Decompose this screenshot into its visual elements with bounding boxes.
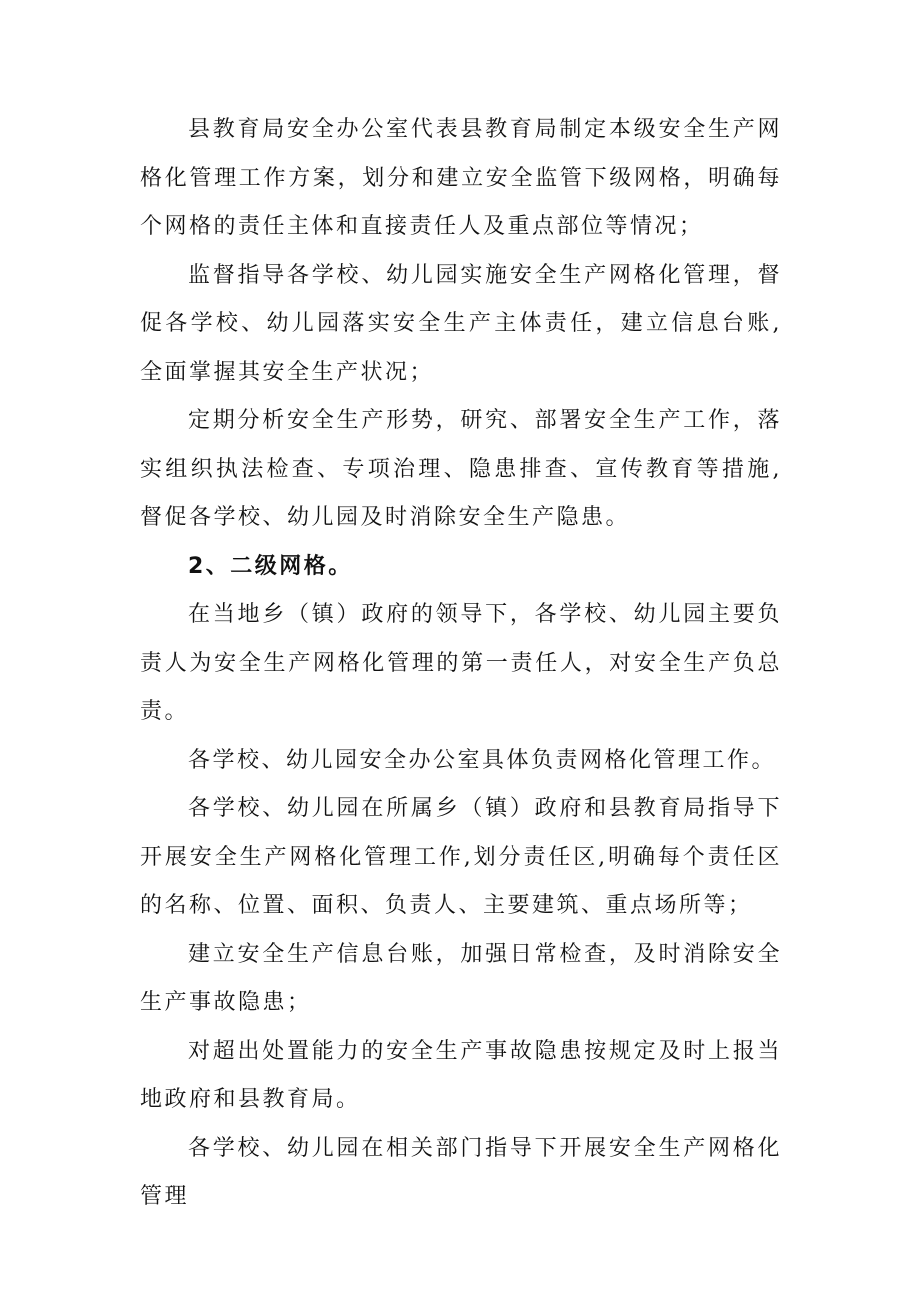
paragraph-8: 建立安全生产信息台账，加强日常检查，及时消除安全生产事故隐患； (140, 941, 782, 1015)
paragraph-1: 县教育局安全办公室代表县教育局制定本级安全生产网格化管理工作方案，划分和建立安全监管下级网格，明确每个网格的责任主体和直接责任人及重点部位等情况； (140, 117, 782, 239)
paragraph-9: 对超出处置能力的安全生产事故隐患按规定及时上报当地政府和县教育局。 (140, 1038, 782, 1112)
section-heading-second-level-grid: 2、二级网格。 (188, 553, 353, 579)
paragraph-2: 监督指导各学校、幼儿园实施安全生产网格化管理，督促各学校、幼儿园落实安全生产主体责任，建立信息台账,全面掌握其安全生产状况； (140, 262, 782, 385)
document-body (140, 106, 782, 1222)
paragraph-5: 在当地乡（镇）政府的领导下，各学校、幼儿园主要负责人为安全生产网格化管理的第一责任人，对安全生产负总责。 (140, 602, 782, 724)
paragraph-10: 各学校、幼儿园在相关部门指导下开展安全生产网格化管理 (140, 1135, 782, 1209)
paragraph-7: 各学校、幼儿园在所属乡（镇）政府和县教育局指导下开展安全生产网格化管理工作,划分责任区,明确每个责任区的名称、位置、面积、负责人、主要建筑、重点场所等； (140, 796, 782, 918)
paragraph-6: 各学校、幼儿园安全办公室具体负责网格化管理工作。 (188, 747, 777, 773)
paragraph-3: 定期分析安全生产形势，研究、部署安全生产工作，落实组织执法检查、专项治理、隐患排查、宣传教育等措施,督促各学校、幼儿园及时消除安全生产隐患。 (140, 408, 782, 530)
